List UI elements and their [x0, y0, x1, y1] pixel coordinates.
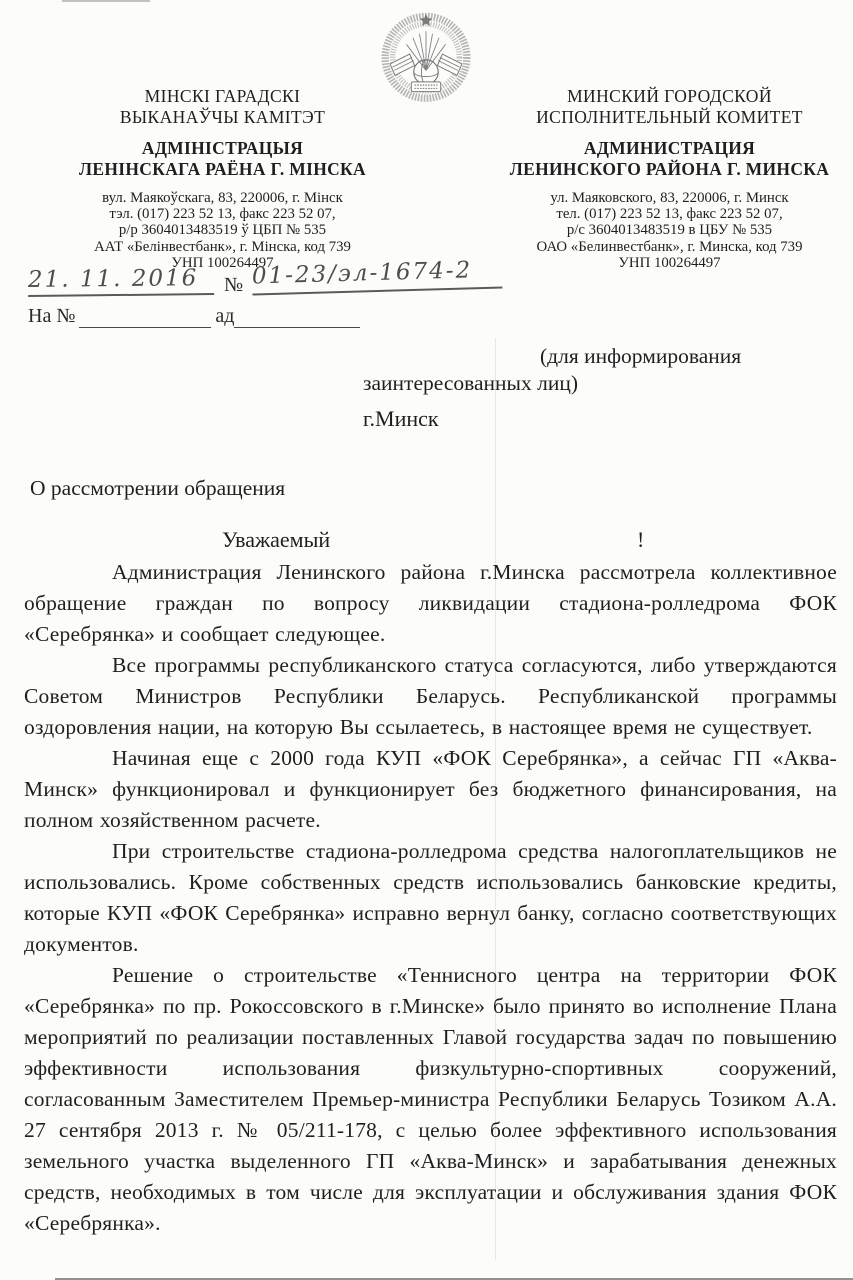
reply-date-blank [234, 307, 360, 328]
subject-line: О рассмотрении обращения [30, 476, 286, 500]
address-block-ru [497, 190, 842, 271]
address-line: ул. Маяковского, 83, 220006, г. Минск [550, 190, 789, 206]
body-paragraph: Все программы республиканского статуса согласуются, либо утверждаются Советом Министров Республики Беларусь. Республиканской программы оздоровления нации, на которую Вы ссылаетесь, в настоящее время не существует. [24, 653, 837, 739]
address-line: тел. (017) 223 52 13, факс 223 52 07, [556, 206, 783, 223]
letterhead-russian [497, 86, 842, 271]
city-label: г.Минск [363, 406, 439, 431]
body-paragraph: Администрация Ленинского района г.Минска рассмотрела коллективное обращение граждан по вопросу ликвидации стадиона-ролледрома ФОК «Серебрянка» и сообщает следующее. [24, 560, 837, 646]
letter-body [24, 557, 837, 1239]
department-name-line: ЛЕНИНСКОГО РАЙОНА Г. МИНСКА [509, 158, 830, 179]
recipient-note-line2: заинтересованных лиц) [363, 371, 578, 395]
recipient-note-line1: (для информирования [540, 344, 742, 368]
department-name-line: АДМІНІСТРАЦЫЯ [141, 138, 304, 158]
department-name-by [55, 138, 390, 179]
address-line: тэл. (017) 223 52 13, факс 223 52 07, [109, 206, 336, 223]
org-name-line: ВЫКАНАЎЧЫ КАМІТЭТ [119, 106, 326, 127]
address-line: УНП 100264497 [618, 254, 721, 271]
body-paragraph: Начиная еще с 2000 года КУП «ФОК Серебрянка», а сейчас ГП «Аква-Минск» функционировал и функционирует без бюджетного финансирования, на полном хозяйственном расчете. [24, 746, 837, 832]
org-name-ru [497, 86, 842, 127]
department-name-ru [497, 138, 842, 179]
number-sign-label: № [224, 274, 244, 296]
address-line: р/с 3604013483519 в ЦБУ № 535 [566, 222, 773, 239]
body-paragraph: При строительстве стадиона-ролледрома средства налогоплательщиков не использовались. Кроме собственных средств использовались банковские кредиты, которые КУП «ФОК Серебрянка» исправно вернул банку, согласно соответствующих документов. [24, 839, 837, 956]
reply-number-blank [79, 307, 211, 328]
body-paragraph: Решение о строительстве «Теннисного центра на территории ФОК «Серебрянка» по пр. Рокоссовского в г.Минске» было принято во исполнение Плана мероприятий по реализации поставленных Главой государства задач по повышению эффективности использования физкультурно-спортивных сооружений, согласованным Заместителем Премьер-министра Республики Беларусь Тозиком А.А. 27 сентября 2013 г. № 05/211-178, с целью более эффективного использования земельного участка выделенного ГП «Аква-Минск» и зарабатывания денежных средств, необходимых в том числе для эксплуатации и обслуживания здания ФОК «Серебрянка». [24, 963, 837, 1235]
outgoing-number-handwritten: 01-23/эл-1674-2 [252, 257, 503, 296]
address-line: р/р 3604013483519 ў ЦБП № 535 [118, 222, 327, 239]
reply-from-label: ад [215, 305, 235, 327]
reply-number-label: На № [28, 305, 76, 327]
letterhead-belarusian [55, 86, 390, 271]
org-name-line: ИСПОЛНИТЕЛЬНЫЙ КОМИТЕТ [536, 106, 803, 127]
address-line: вул. Маякоўскага, 83, 220006, г. Мінск [102, 190, 343, 206]
coat-of-arms-icon [377, 8, 475, 110]
address-block-by [55, 190, 390, 271]
address-line: УНП 100264497 [171, 254, 274, 271]
salutation-prefix: Уважаемый [222, 527, 331, 552]
address-line: ОАО «Белинвестбанк», г. Минска, код 739 [536, 238, 803, 255]
org-name-line: МІНСКІ ГАРАДСКІ [144, 86, 301, 106]
reply-reference-row [28, 305, 360, 328]
department-name-line: ЛЕНІНСКАГА РАЁНА Г. МІНСКА [79, 158, 366, 179]
salutation-exclamation: ! [637, 527, 645, 552]
scan-top-mark [62, 0, 150, 2]
org-name-line: МИНСКИЙ ГОРОДСКОЙ [567, 86, 772, 106]
outgoing-date-handwritten: 21. 11. 2016 [28, 265, 214, 297]
scan-fold-line [495, 338, 496, 1260]
org-name-by [55, 86, 390, 127]
department-name-line: АДМИНИСТРАЦИЯ [583, 138, 756, 158]
address-line: ААТ «Белінвестбанк», г. Мінска, код 739 [94, 238, 351, 255]
